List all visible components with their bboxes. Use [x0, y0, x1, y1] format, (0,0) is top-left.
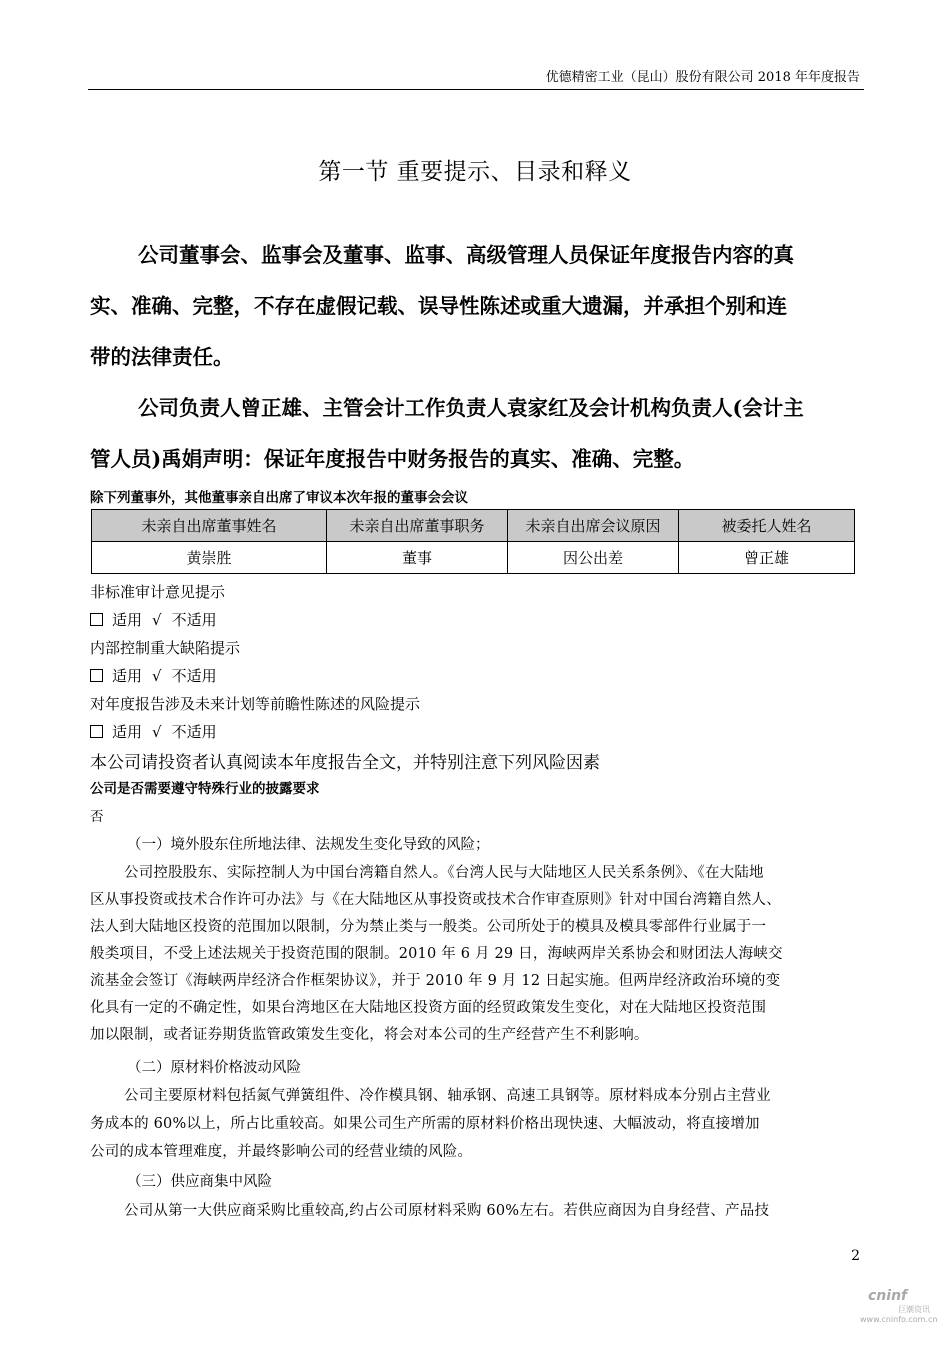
risk-line: 加以限制，或者证券期货监管政策发生变化，将会对本公司的生产经营产生不利影响。 [90, 1027, 649, 1043]
risk-line: 公司从第一大供应商采购比重较高,约占公司原材料采购 60%左右。若供应商因为自身经营、产品技 [124, 1203, 770, 1219]
table-header-cell: 未亲自出席董事职务 [327, 510, 508, 542]
applicable-label: 适用 [112, 667, 143, 685]
table-header-row [92, 510, 855, 542]
tick-mark: √ [152, 667, 162, 685]
table-cell: 曾正雄 [679, 542, 855, 574]
statement-line: 带的法律责任。 [90, 345, 234, 369]
watermark-subtitle: 巨潮资讯 [898, 1305, 930, 1314]
check-label: 对年度报告涉及未来计划等前瞻性陈述的风险提示 [90, 695, 421, 713]
risk-line: 流基金会签订《海峡两岸经济合作框架协议》，并于 2010 年 9 月 12 日起实施。但两岸经济政治环境的变 [90, 973, 781, 989]
table-row [92, 542, 855, 574]
risk-heading: （一）境外股东住所地法律、法规发生变化导致的风险； [127, 837, 490, 853]
statement-line: 公司负责人曾正雄、主管会计工作负责人袁家红及会计机构负责人(会计主 [138, 396, 804, 420]
statement-line: 公司董事会、监事会及董事、监事、高级管理人员保证年度报告内容的真 [138, 243, 794, 267]
not-applicable-label: 不适用 [171, 611, 217, 629]
applicability-row [90, 665, 217, 686]
checkbox-applicable[interactable] [90, 613, 103, 626]
page-number: 2 [851, 1248, 860, 1264]
board-intro: 除下列董事外，其他董事亲自出席了审议本次年报的董事会会议 [90, 490, 468, 506]
risk-heading: （二）原材料价格波动风险 [127, 1060, 301, 1076]
not-applicable-label: 不适用 [171, 723, 217, 741]
section-title: 第一节 重要提示、目录和释义 [318, 159, 632, 185]
risk-heading: （三）供应商集中风险 [127, 1174, 272, 1190]
cninfo-logo-icon: cninf [868, 1288, 908, 1304]
statement-line: 管人员)禹娟声明：保证年度报告中财务报告的真实、准确、完整。 [90, 447, 695, 471]
statement-line: 实、准确、完整，不存在虚假记载、误导性陈述或重大遗漏，并承担个别和连 [90, 294, 787, 318]
applicable-label: 适用 [112, 723, 143, 741]
risk-line: 公司控股股东、实际控制人为中国台湾籍自然人。《台湾人民与大陆地区人民关系条例》、《在大陆地 [124, 865, 764, 881]
table-cell: 董事 [327, 542, 508, 574]
table-cell: 因公出差 [508, 542, 679, 574]
header-divider [88, 89, 864, 90]
table-header-cell: 未亲自出席董事姓名 [92, 510, 327, 542]
risk-line: 化具有一定的不确定性，如果台湾地区在大陆地区投资方面的经贸政策发生变化，对在大陆地区投资范围 [90, 1000, 767, 1016]
tick-mark: √ [152, 611, 162, 629]
checkbox-applicable[interactable] [90, 669, 103, 682]
check-label: 内部控制重大缺陷提示 [90, 639, 241, 657]
absent-directors-table [91, 509, 855, 574]
table-header-cell: 未亲自出席会议原因 [508, 510, 679, 542]
applicability-row [90, 721, 217, 742]
applicable-label: 适用 [112, 611, 143, 629]
tick-mark: √ [152, 723, 162, 741]
table-cell: 黄崇胜 [92, 542, 327, 574]
industry-answer: 否 [90, 809, 104, 825]
checkbox-applicable[interactable] [90, 725, 103, 738]
risk-line: 法人到大陆地区投资的范围加以限制，分为禁止类与一般类。公司所处于的模具及模具零部件行业属于一 [90, 919, 767, 935]
cninfo-watermark [860, 1288, 943, 1324]
risk-line: 般类项目，不受上述法规关于投资范围的限制。2010 年 6 月 29 日，海峡两岸关系协会和财团法人海峡交 [90, 946, 783, 962]
risk-line: 区从事投资或技术合作许可办法》与《在大陆地区从事投资或技术合作审查原则》针对中国台湾籍自然人、 [90, 892, 781, 908]
industry-question: 公司是否需要遵守特殊行业的披露要求 [90, 781, 320, 797]
risk-line: 务成本的 60%以上，所占比重较高。如果公司生产所需的原材料价格出现快速、大幅波动，将直接增加 [90, 1116, 760, 1132]
table-header-cell: 被委托人姓名 [679, 510, 855, 542]
not-applicable-label: 不适用 [171, 667, 217, 685]
applicability-row [90, 609, 217, 630]
check-label: 非标准审计意见提示 [90, 583, 226, 601]
investor-notice: 本公司请投资者认真阅读本年度报告全文，并特别注意下列风险因素 [90, 753, 600, 773]
risk-line: 公司主要原材料包括氮气弹簧组件、冷作模具钢、轴承钢、高速工具钢等。原材料成本分别占主营业 [124, 1088, 771, 1104]
header-company-report: 优德精密工业（昆山）股份有限公司 2018 年年度报告 [545, 70, 860, 85]
watermark-url: www.cninfo.com.cn [860, 1315, 938, 1324]
risk-line: 公司的成本管理难度，并最终影响公司的经营业绩的风险。 [90, 1144, 473, 1160]
